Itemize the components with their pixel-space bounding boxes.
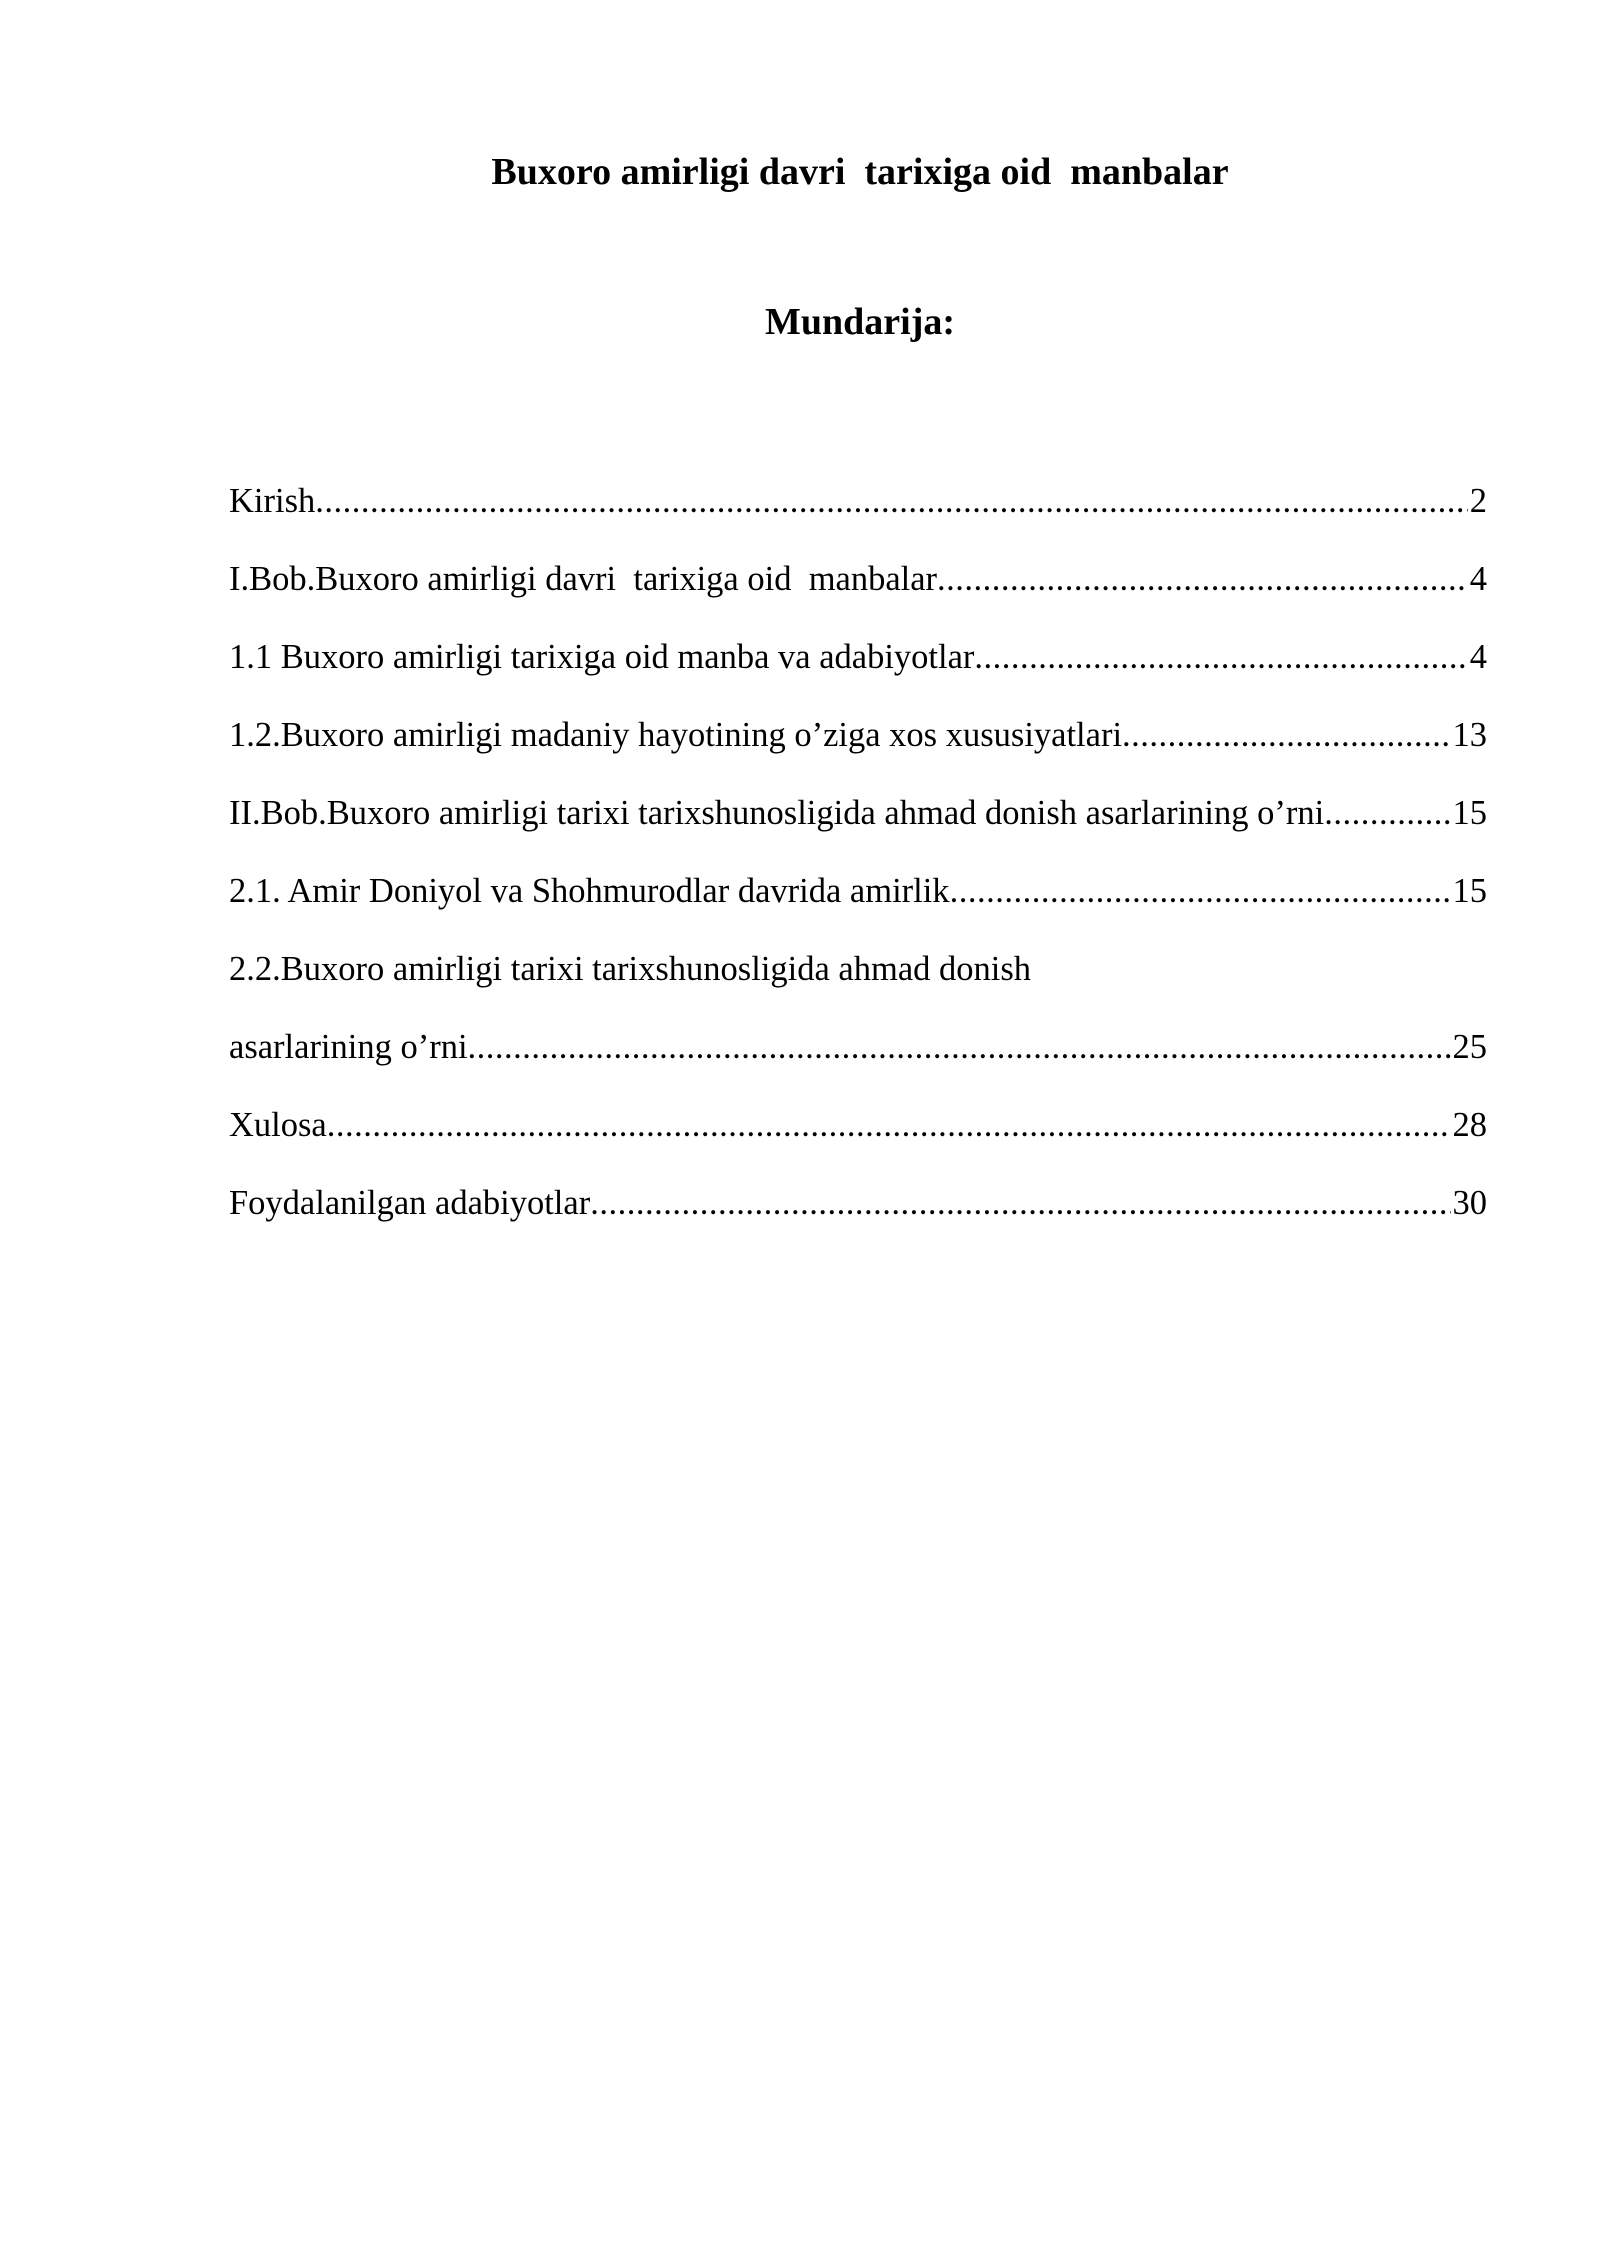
toc-entry-label: Kirish <box>229 482 316 520</box>
toc-page-number: 4 <box>1469 638 1487 676</box>
dot-leader <box>315 462 1468 540</box>
toc-page-number: 15 <box>1452 872 1487 910</box>
toc-entry-chapter-2 <box>229 774 1487 852</box>
dot-leader <box>1324 774 1450 852</box>
toc-page-number: 2 <box>1469 482 1487 520</box>
toc-entry-label-line1: 2.2.Buxoro amirligi tarixi tarixshunosligida ahmad donish <box>229 950 1032 988</box>
toc-entry-kirish <box>229 462 1487 540</box>
toc-heading: Mundarija: <box>765 301 955 343</box>
dot-leader <box>327 1086 1451 1164</box>
toc-entry-section-1-1 <box>229 618 1487 696</box>
toc-entry-chapter-1 <box>229 540 1487 618</box>
dot-leader <box>974 618 1467 696</box>
toc-page-number: 15 <box>1452 794 1487 832</box>
toc-entry-section-2-1 <box>229 852 1487 930</box>
dot-leader <box>1122 696 1450 774</box>
toc-page-number: 30 <box>1452 1184 1487 1222</box>
toc-entry-label: I.Bob.Buxoro amirligi davri tarixiga oid manbalar <box>229 560 938 598</box>
toc-entry-label: Foydalanilgan adabiyotlar <box>229 1184 591 1222</box>
toc-entry-label: 1.1 Buxoro amirligi tarixiga oid manba va adabiyotlar <box>229 638 975 676</box>
toc-entry-label: Xulosa <box>229 1106 327 1144</box>
table-of-contents <box>229 462 1487 1242</box>
toc-page-number: 28 <box>1452 1106 1487 1144</box>
document-title: Buxoro amirligi davri tarixiga oid manbalar <box>491 151 1229 193</box>
toc-entry-xulosa <box>229 1086 1487 1164</box>
toc-entry-section-1-2 <box>229 696 1487 774</box>
toc-page-number: 13 <box>1452 716 1487 754</box>
dot-leader <box>468 1008 1451 1086</box>
dot-leader <box>950 852 1451 930</box>
toc-entry-label: 1.2.Buxoro amirligi madaniy hayotining o’ziga xos xususiyatlari <box>229 716 1123 754</box>
toc-entry-label: 2.1. Amir Doniyol va Shohmurodlar davrida amirlik <box>229 872 950 910</box>
toc-entry-label-line2: asarlarining o’rni <box>229 1028 468 1066</box>
toc-page-number: 25 <box>1452 1028 1487 1066</box>
dot-leader <box>590 1164 1450 1242</box>
toc-entry-label: II.Bob.Buxoro amirligi tarixi tarixshunosligida ahmad donish asarlarining o’rni <box>229 794 1325 832</box>
dot-leader <box>937 540 1468 618</box>
toc-entry-section-2-2 <box>229 930 1487 1086</box>
toc-entry-bibliography <box>229 1164 1487 1242</box>
toc-page-number: 4 <box>1469 560 1487 598</box>
